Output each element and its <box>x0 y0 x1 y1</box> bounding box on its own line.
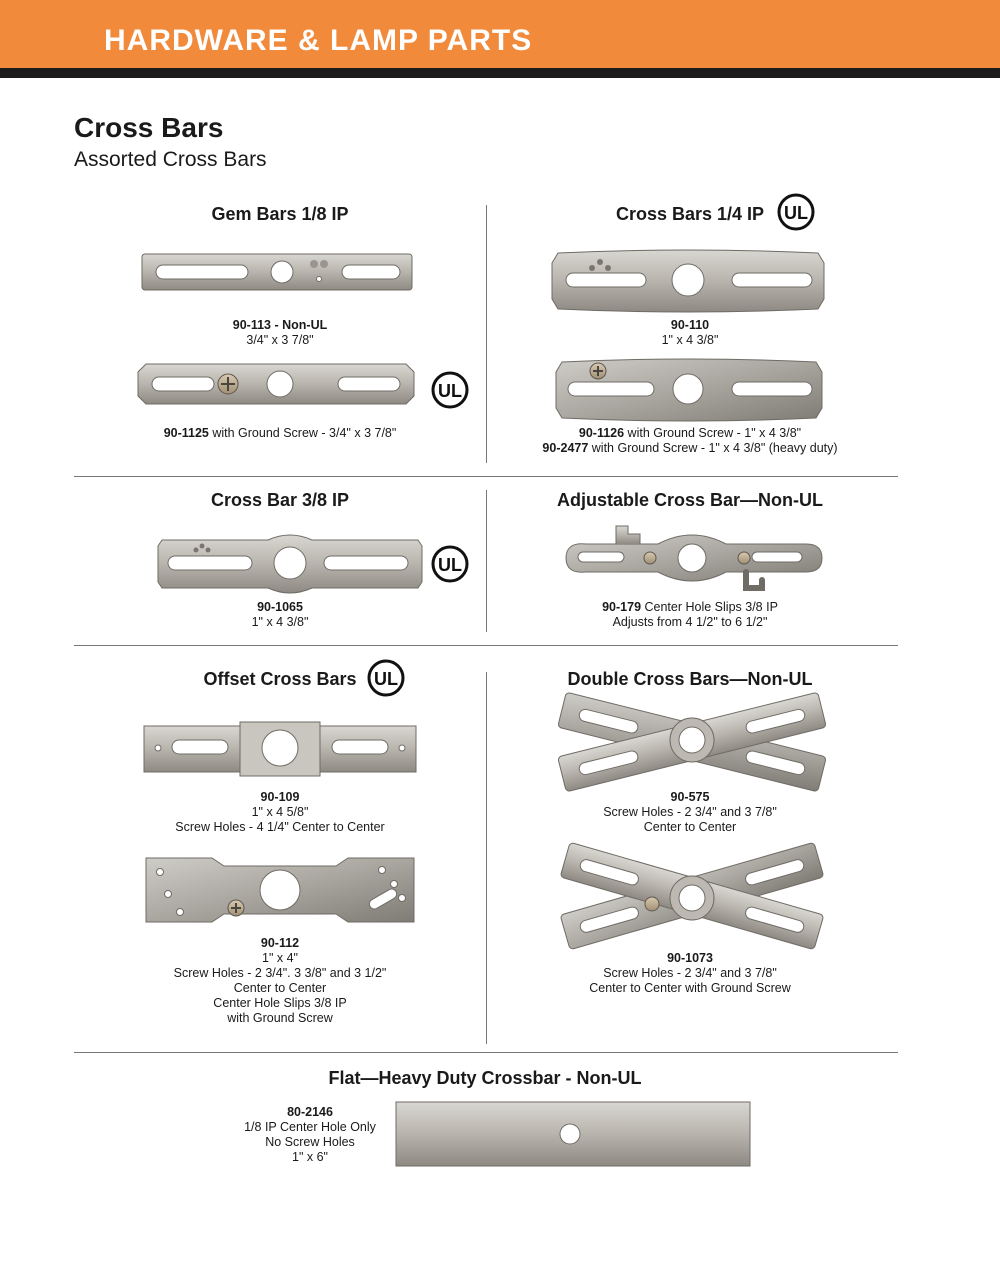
double-bars-title: Double Cross Bars—Non-UL <box>567 669 813 689</box>
ul-mark-text: UL <box>784 203 808 223</box>
cross-bar-90-1065-image <box>158 534 422 594</box>
cross-bar-90-1065-caption <box>130 600 430 630</box>
offset-bar-90-112-image <box>146 854 414 926</box>
gem-bar-90-1125-image <box>138 362 414 406</box>
adjustable-bar-title: Adjustable Cross Bar—Non-UL <box>556 490 824 510</box>
double-bar-90-1073-caption <box>540 951 840 996</box>
cross-bar-90-110-caption <box>540 318 840 348</box>
header-title: HARDWARE & LAMP PARTS <box>104 24 533 57</box>
flat-bar-80-2146-image <box>396 1102 750 1166</box>
ul-mark-text: UL <box>438 381 462 401</box>
gem-bars-title: Gem Bars 1/8 IP <box>211 204 349 224</box>
part-size: 3/4" x 3 7/8" <box>246 333 314 347</box>
cross-bar-90-1126-image <box>556 358 822 422</box>
row-divider-2 <box>74 645 898 646</box>
part-desc: Center Hole Slips 3/8 IP <box>213 996 347 1010</box>
offset-bars-title: Offset Cross Bars <box>203 669 357 689</box>
offset-bar-90-112-caption <box>120 936 440 1026</box>
offset-bar-90-109-caption <box>120 790 440 835</box>
part-number: 90-1065 <box>257 600 303 614</box>
adjustable-bar-90-179-image <box>556 520 826 594</box>
flat-bar-title: Flat—Heavy Duty Crossbar - Non-UL <box>328 1068 642 1088</box>
part-size: 1" x 4 5/8" <box>251 805 309 819</box>
double-bar-90-575-image <box>554 694 830 790</box>
part-desc: Screw Holes - 4 1/4" Center to Center <box>175 820 385 834</box>
part-number: 90-1125 <box>163 426 209 440</box>
ul-icon <box>430 370 470 410</box>
part-number: 90-2477 <box>542 441 589 455</box>
offset-bar-90-109-image <box>144 718 416 780</box>
part-number: 90-110 <box>670 318 710 332</box>
column-divider-1 <box>486 205 487 463</box>
part-number: 90-1073 <box>667 951 713 965</box>
page-subtitle: Assorted Cross Bars <box>74 148 267 171</box>
part-number: 80-2146 <box>287 1105 333 1119</box>
part-number: 90-113 - Non-UL <box>232 318 328 332</box>
part-size: 1" x 4 3/8" <box>661 333 719 347</box>
three-eighths-bar-title: Cross Bar 3/8 IP <box>210 490 350 510</box>
cross-bar-90-110-image <box>552 249 824 313</box>
part-desc: No Screw Holes <box>265 1135 355 1149</box>
part-desc: Screw Holes - 2 3/4" and 3 7/8" <box>603 966 777 980</box>
row-divider-1 <box>74 476 898 477</box>
page-title: Cross Bars <box>74 112 224 143</box>
flat-bar-80-2146-caption <box>210 1105 410 1165</box>
ul-icon <box>366 658 406 698</box>
cross-bar-90-1126-caption <box>500 426 880 456</box>
part-desc: 1/8 IP Center Hole Only <box>244 1120 376 1134</box>
ul-mark-text: UL <box>374 669 398 689</box>
part-number: 90-112 <box>260 936 300 950</box>
part-desc: with Ground Screw - 3/4" x 3 7/8" <box>208 426 397 440</box>
ul-mark-text: UL <box>438 555 462 575</box>
double-bar-90-575-caption <box>540 790 840 835</box>
part-desc: Center Hole Slips 3/8 IP <box>641 600 778 614</box>
row-divider-3 <box>74 1052 898 1053</box>
part-size: 1" x 4 3/8" <box>251 615 309 629</box>
part-size: 1" x 6" <box>292 1150 328 1164</box>
part-desc: with Ground Screw <box>227 1011 333 1025</box>
part-number: 90-179 <box>602 600 642 614</box>
part-number: 90-1126 <box>578 426 625 440</box>
double-bar-90-1073-image <box>556 846 828 946</box>
gem-bar-90-113-caption <box>130 318 430 348</box>
part-size: 1" x 4" <box>262 951 298 965</box>
column-divider-2 <box>486 490 487 632</box>
part-desc: Screw Holes - 2 3/4". 3 3/8" and 3 1/2" <box>173 966 387 980</box>
part-desc: with Ground Screw - 1" x 4 3/8" <box>624 426 802 440</box>
part-desc: Screw Holes - 2 3/4" and 3 7/8" <box>603 805 777 819</box>
part-number: 90-575 <box>670 790 710 804</box>
part-desc: Center to Center <box>233 981 327 995</box>
column-divider-3 <box>486 672 487 1044</box>
header-divider <box>0 68 1000 78</box>
part-desc-line2: Adjusts from 4 1/2" to 6 1/2" <box>612 615 768 629</box>
part-desc: Center to Center with Ground Screw <box>589 981 791 995</box>
ul-icon <box>776 192 816 232</box>
part-number: 90-109 <box>260 790 300 804</box>
part-desc: with Ground Screw - 1" x 4 3/8" (heavy duty) <box>588 441 838 455</box>
quarter-bars-title: Cross Bars 1/4 IP <box>615 204 765 224</box>
gem-bar-90-113-image <box>142 252 412 292</box>
adjustable-bar-90-179-caption <box>540 600 840 630</box>
gem-bar-90-1125-caption <box>120 426 440 441</box>
part-desc: Center to Center <box>643 820 737 834</box>
ul-icon <box>430 544 470 584</box>
